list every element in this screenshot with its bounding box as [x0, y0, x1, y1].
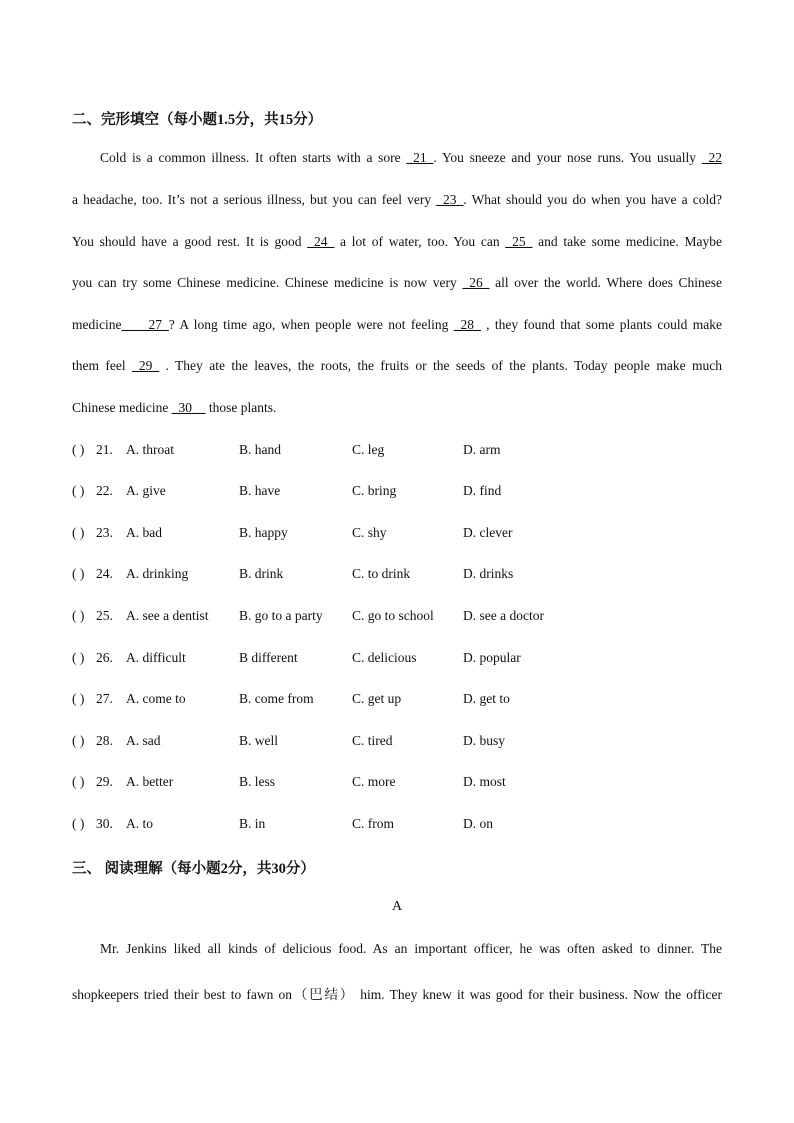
option-a: A. better — [126, 774, 174, 789]
passage-text: . You sneeze and your nose runs. You usually — [433, 150, 702, 165]
question-28 — [72, 733, 722, 751]
option-a: A. come to — [126, 691, 186, 706]
option-b: B. in — [239, 816, 266, 831]
question-number: 24. — [96, 566, 113, 581]
option-a: A. to — [126, 816, 153, 831]
option-d: D. find — [463, 483, 502, 498]
answer-bracket[interactable]: ( ) — [72, 525, 85, 540]
option-d: D. arm — [463, 442, 501, 457]
question-number: 25. — [96, 608, 113, 623]
option-c: C. delicious — [352, 650, 417, 665]
passage-line-7 — [72, 400, 722, 416]
blank-23: _23_ — [436, 192, 464, 207]
answer-bracket[interactable]: ( ) — [72, 733, 85, 748]
passage-text: You should have a good rest. It is good — [72, 234, 308, 249]
question-26 — [72, 650, 722, 668]
blank-29: _29_ — [132, 358, 160, 373]
option-b: B. have — [239, 483, 281, 498]
passage-text: medicine — [72, 317, 122, 332]
option-c: C. leg — [352, 442, 385, 457]
answer-bracket[interactable]: ( ) — [72, 774, 85, 789]
question-number: 22. — [96, 483, 113, 498]
option-a: A. sad — [126, 733, 161, 748]
passage-text: them feel — [72, 358, 133, 373]
answer-bracket[interactable]: ( ) — [72, 442, 85, 457]
question-25 — [72, 608, 722, 626]
question-30 — [72, 816, 722, 834]
passage-text: all over the world. Where does Chinese — [489, 275, 723, 290]
option-c: C. go to school — [352, 608, 434, 623]
option-c: C. get up — [352, 691, 402, 706]
option-d: D. on — [463, 816, 493, 831]
question-number: 30. — [96, 816, 113, 831]
option-d: D. most — [463, 774, 506, 789]
blank-26: _26_ — [462, 275, 490, 290]
option-b: B. hand — [239, 442, 281, 457]
option-b: B. well — [239, 733, 278, 748]
option-a: A. give — [126, 483, 166, 498]
passage-text: . What should you do when you have a cold? — [463, 192, 722, 207]
passage-line-2 — [72, 192, 722, 208]
option-a: A. throat — [126, 442, 174, 457]
option-b: B different — [239, 650, 298, 665]
option-b: B. drink — [239, 566, 284, 581]
question-number: 26. — [96, 650, 113, 665]
blank-24: _24_ — [307, 234, 335, 249]
reading-line-1: Mr. Jenkins liked all kinds of delicious food. As an important officer, he was often asked to dinner. The — [100, 941, 722, 956]
section-2-heading: 二、完形填空（每小题1.5分，共15分） — [72, 112, 323, 128]
passage-text: and take some medicine. Maybe — [532, 234, 722, 249]
option-d: D. popular — [463, 650, 521, 665]
option-a: A. see a dentist — [126, 608, 209, 623]
passage-text: a headache, too. It’s not a serious illness, but you can feel very — [72, 192, 437, 207]
option-c: C. to drink — [352, 566, 411, 581]
option-b: B. less — [239, 774, 276, 789]
option-c: C. shy — [352, 525, 387, 540]
option-d: D. clever — [463, 525, 513, 540]
passage-text: you can try some Chinese medicine. Chinese medicine is now very — [72, 275, 463, 290]
option-d: D. see a doctor — [463, 608, 544, 623]
option-d: D. busy — [463, 733, 506, 748]
passage-line-5 — [72, 317, 722, 333]
option-c: C. bring — [352, 483, 397, 498]
reading-part-label: A — [391, 899, 403, 914]
question-21 — [72, 442, 722, 460]
option-b: B. happy — [239, 525, 288, 540]
option-a: A. bad — [126, 525, 162, 540]
blank-21: _21_ — [406, 150, 434, 165]
reading-line-2: shopkeepers tried their best to fawn on（巴结） him. They knew it was good for their business. Now the officer — [72, 987, 722, 1002]
answer-bracket[interactable]: ( ) — [72, 566, 85, 581]
passage-line-1 — [100, 150, 722, 166]
question-22 — [72, 483, 722, 501]
option-b: B. go to a party — [239, 608, 323, 623]
passage-text: , they found that some plants could make — [480, 317, 722, 332]
passage-text: . They ate the leaves, the roots, the fruits or the seeds of the plants. Today people make much — [159, 358, 722, 373]
question-number: 21. — [96, 442, 113, 457]
question-29 — [72, 774, 722, 792]
answer-bracket[interactable]: ( ) — [72, 608, 85, 623]
answer-bracket[interactable]: ( ) — [72, 816, 85, 831]
blank-27: ____27_ — [121, 317, 169, 332]
blank-22: _22 — [701, 150, 722, 165]
question-number: 28. — [96, 733, 113, 748]
option-b: B. come from — [239, 691, 314, 706]
option-c: C. from — [352, 816, 394, 831]
question-27 — [72, 691, 722, 709]
question-23 — [72, 525, 722, 543]
passage-line-6 — [72, 358, 722, 374]
passage-text: ? A long time ago, when people were not feeling — [168, 317, 454, 332]
blank-28: _28_ — [453, 317, 481, 332]
passage-text: a lot of water, too. You can — [334, 234, 506, 249]
option-c: C. more — [352, 774, 396, 789]
passage-text: Chinese medicine — [72, 400, 172, 415]
passage-line-3 — [72, 234, 722, 250]
question-number: 29. — [96, 774, 113, 789]
passage-text: Cold is a common illness. It often starts with a sore — [100, 150, 407, 165]
answer-bracket[interactable]: ( ) — [72, 483, 85, 498]
answer-bracket[interactable]: ( ) — [72, 650, 85, 665]
option-a: A. difficult — [126, 650, 186, 665]
option-c: C. tired — [352, 733, 393, 748]
question-number: 23. — [96, 525, 113, 540]
blank-30: _30__ — [171, 400, 206, 415]
option-d: D. get to — [463, 691, 510, 706]
blank-25: _25_ — [505, 234, 533, 249]
option-d: D. drinks — [463, 566, 514, 581]
question-24 — [72, 566, 722, 584]
passage-line-4 — [72, 275, 722, 291]
option-a: A. drinking — [126, 566, 189, 581]
passage-text: those plants. — [205, 400, 277, 415]
answer-bracket[interactable]: ( ) — [72, 691, 85, 706]
section-3-heading: 三、 阅读理解（每小题2分，共30分） — [72, 861, 315, 877]
question-number: 27. — [96, 691, 113, 706]
